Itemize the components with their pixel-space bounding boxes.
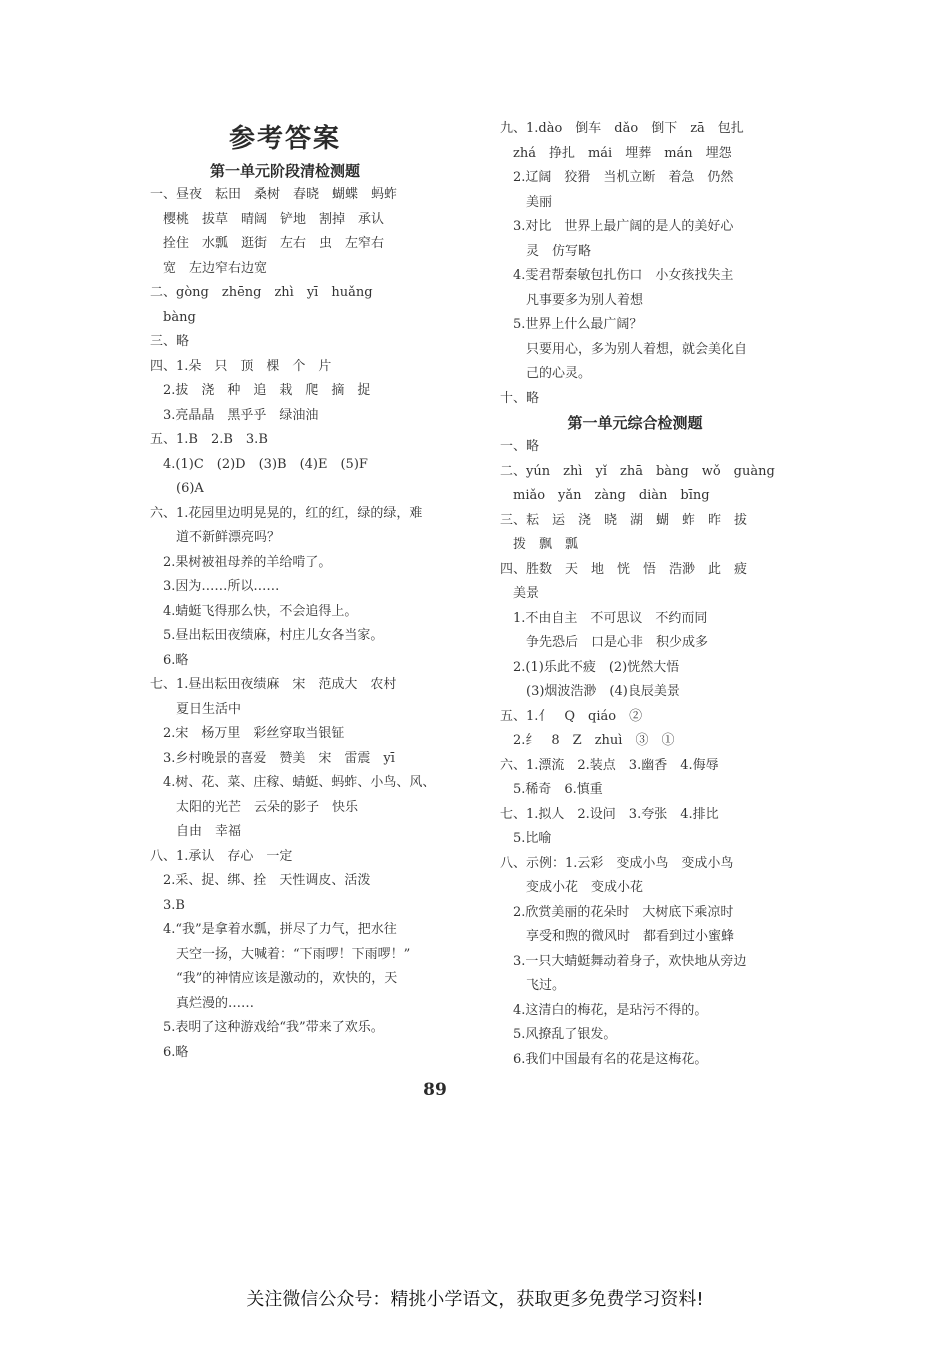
left-section-title: 第一单元阶段清检测题: [209, 162, 360, 180]
answer-line: 4.“我”是拿着水瓢，拼尽了力气，把水往: [150, 922, 397, 937]
answer-line: 四、胜数 天 地 恍 悟 浩渺 此 疲: [500, 561, 748, 577]
answer-line: 天空一扬，大喊着：“下雨啰！下雨啰！”: [150, 946, 411, 962]
answer-line: bàng: [150, 309, 196, 325]
answer-line: 4.树、花、菜、庄稼、蜻蜓、蚂蚱、小鸟、风、: [150, 775, 436, 790]
answer-line: 5.表明了这种游戏给“我”带来了欢乐。: [150, 1020, 384, 1035]
answer-line: 一、略: [500, 439, 540, 454]
answer-line: 八、示例：1.云彩 变成小鸟 变成小鸟: [500, 855, 734, 871]
answer-line: 三、略: [150, 334, 190, 349]
answer-line: 变成小花 变成小花: [500, 880, 644, 895]
answer-line: 2.果树被祖母养的羊给啃了。: [150, 554, 332, 570]
answer-line: 争先恐后 口是心非 积少成多: [500, 635, 709, 650]
answer-line: 美丽: [500, 194, 553, 210]
answer-line: 1.不由自主 不可思议 不约而同: [500, 610, 708, 626]
answer-line: zhá 挣扎 mái 埋葬 mán 埋怨: [500, 145, 732, 161]
answer-line: 4.这清白的梅花，是玷污不得的。: [500, 1002, 708, 1018]
answer-line: 2.拔 浇 种 追 栽 爬 摘 捉: [150, 383, 371, 398]
answer-line: 2.欣赏美丽的花朵时 大树底下乘凉时: [500, 904, 734, 920]
answer-line: 5.比喻: [500, 831, 552, 846]
answer-line: 4.(1)C (2)D (3)B (4)E (5)F: [150, 456, 368, 472]
answer-line: 5.稀奇 6.慎重: [500, 782, 603, 797]
answer-line: 6.略: [150, 1044, 189, 1060]
answer-line: 5.风撩乱了银发。: [500, 1027, 617, 1042]
answer-line: miǎo yǎn zàng diàn bīng: [500, 488, 710, 503]
answer-line: 3.B: [150, 897, 185, 913]
answer-line: 十、略: [500, 390, 540, 406]
answer-line: 4.蜻蜓飞得那么快，不会追得上。: [150, 603, 358, 619]
answer-line: 2.宋 杨万里 彩丝穿取当银钲: [150, 726, 345, 741]
answer-line: 2.(1)乐此不疲 (2)恍然大悟: [500, 659, 680, 675]
answer-line: 3.一只大蜻蜓舞动着身子，欢快地从旁边: [500, 953, 747, 969]
answer-line: 6.我们中国最有名的花是这梅花。: [500, 1051, 708, 1067]
answer-line: 拴住 水瓢 逛街 左右 虫 左窄右: [150, 236, 385, 251]
footer-note: 关注微信公众号：精挑小学语文，获取更多免费学习资料!: [246, 1289, 704, 1310]
answer-line: 4.雯君帮秦敏包扎伤口 小女孩找失主: [500, 268, 734, 283]
answer-line: 自由 幸福: [150, 824, 242, 839]
answer-line: 五、1.B 2.B 3.B: [150, 432, 268, 447]
answer-line: 一、昼夜 耘田 桑树 春晓 蝴蝶 蚂蚱: [150, 187, 398, 202]
answer-line: 美景: [500, 586, 540, 601]
answer-line: (6)A: [150, 481, 204, 496]
answer-line: 只要用心，多为别人着想，就会美化自: [500, 341, 748, 357]
answer-line: 5.世界上什么最广阔？: [500, 317, 643, 332]
answer-line: 夏日生活中: [150, 701, 242, 717]
answer-line: 二、gòng zhēng zhì yī huǎng: [150, 285, 373, 300]
answer-line: 3.对比 世界上最广阔的是人的美好心: [500, 219, 734, 234]
answer-line: 灵 仿写略: [500, 243, 592, 259]
answer-line: 5.昼出耘田夜绩麻，村庄儿女各当家。: [150, 628, 384, 643]
answer-line: 己的心灵。: [500, 366, 592, 381]
answer-line: 九、1.dào 倒车 dǎo 倒下 zā 包扎: [500, 121, 744, 136]
answer-line: 拨 飘 瓢: [500, 537, 579, 552]
answer-line: (3)烟波浩渺 (4)良辰美景: [500, 684, 680, 699]
answer-line: 七、1.拟人 2.设问 3.夸张 4.排比: [500, 806, 719, 822]
page-number: 89: [423, 1080, 447, 1100]
page-title: 参考答案: [228, 124, 341, 154]
answer-line: 四、1.朵 只 顶 棵 个 片: [150, 358, 332, 374]
answer-line: 享受和煦的微风时 都看到过小蜜蜂: [500, 929, 735, 944]
answer-line: 3.因为……所以……: [150, 579, 280, 594]
answer-line: 二、yún zhì yǐ zhā bàng wǒ guàng: [500, 463, 775, 479]
answer-line: 宽 左边窄右边宽: [150, 260, 268, 276]
answer-line: 2.采、捉、绑、拴 天性调皮、活泼: [150, 873, 371, 888]
answer-line: 飞过。: [500, 978, 566, 993]
answer-line: “我”的神情应该是激动的，欢快的，天: [150, 971, 398, 986]
answer-line: 3.亮晶晶 黑乎乎 绿油油: [150, 407, 319, 423]
answer-line: 樱桃 拔草 晴阔 铲地 割掉 承认: [150, 211, 385, 227]
answer-line: 真烂漫的……: [150, 995, 255, 1011]
answer-line: 3.乡村晚景的喜爱 赞美 宋 雷震 yī: [150, 750, 395, 766]
answer-line: 2.辽阔 狡猾 当机立断 着急 仍然: [500, 170, 734, 185]
answer-line: 三、耘 运 浇 晓 湖 蝴 蚱 昨 拔: [500, 512, 748, 528]
right-section-title: 第一单元综合检测题: [567, 414, 703, 432]
answer-line: 六、1.漂流 2.装点 3.幽香 4.侮辱: [500, 757, 719, 773]
answer-line: 太阳的光芒 云朵的影子 快乐: [150, 799, 359, 815]
answer-line: 道不新鲜漂亮吗？: [150, 530, 281, 545]
answer-line: 五、1.亻 Q qiáo ②: [500, 708, 643, 724]
answer-line: 八、1.承认 存心 一定: [150, 848, 293, 864]
answer-line: 2.纟 8 Z zhuì ③ ①: [500, 733, 675, 748]
answer-line: 凡事要多为别人着想: [500, 292, 644, 308]
answer-line: 六、1.花园里边明晃晃的，红的红，绿的绿，难: [150, 505, 423, 521]
answer-line: 6.略: [150, 652, 189, 668]
answer-line: 七、1.昼出耘田夜绩麻 宋 范成大 农村: [150, 677, 397, 692]
